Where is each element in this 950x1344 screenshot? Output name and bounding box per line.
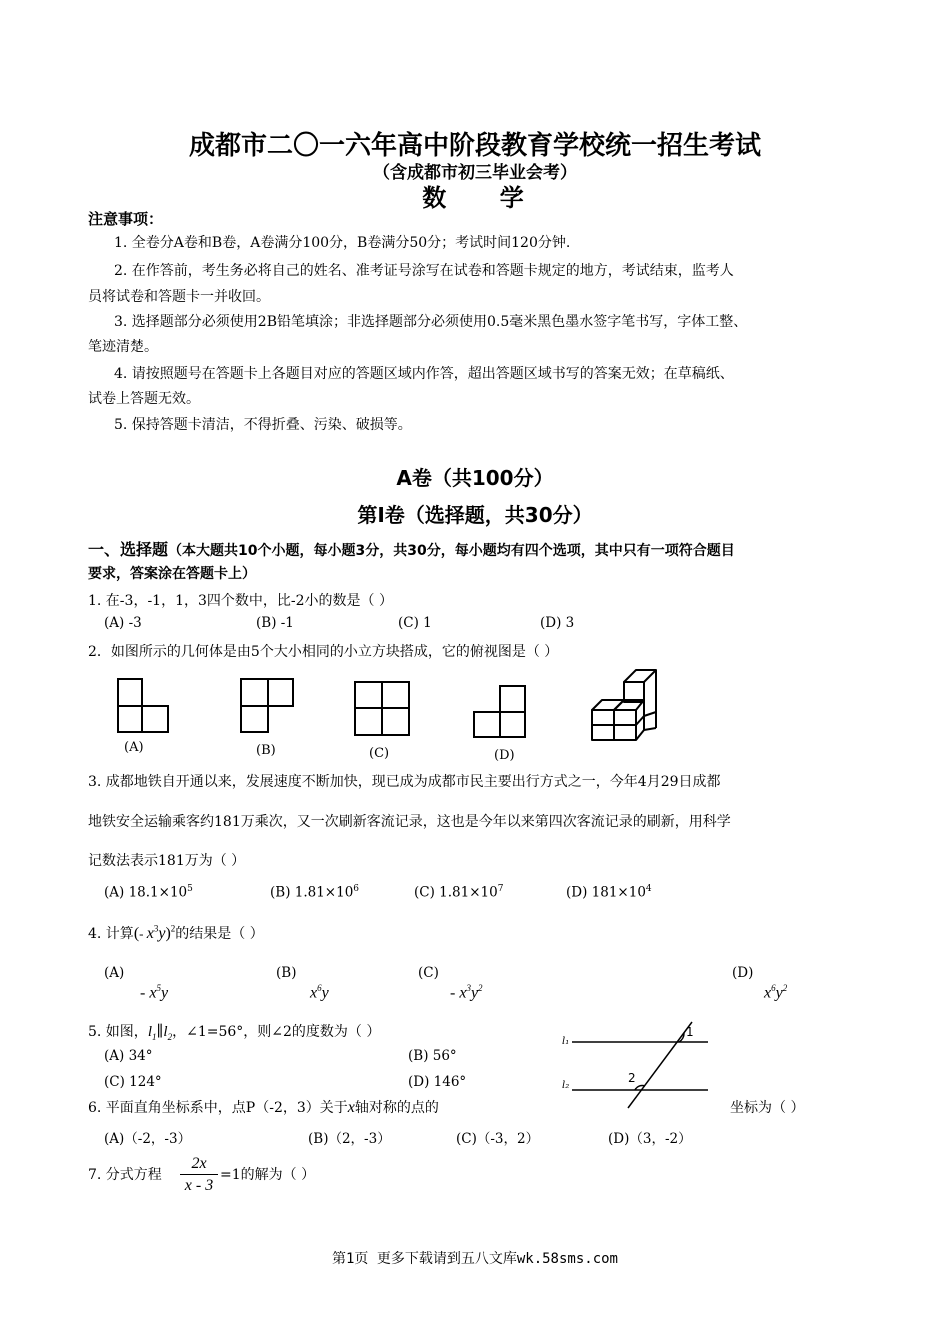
notice-item-3: 3. 选择题部分必须使用2B铅笔填涂；非选择题部分必须使用0.5毫米黑色墨水签字笔书写，字体工整、 [114,314,748,330]
q5-stem: 5. 如图，$l_1\parallel l_2$，∠1=56°，则∠2的度数为（ ） [88,1024,381,1042]
q6-stem-tail: 坐标为（ ） [730,1100,805,1116]
q5-parallel-lines-figure [558,1016,718,1112]
q7-stem-pre: 7. 分式方程 [88,1167,162,1183]
choice-heading-bold: 一、选择题 [88,540,169,559]
q1-option-d: (D) 3 [540,615,575,631]
notice-item-4-cont: 试卷上答题无效。 [88,391,200,407]
exam-subtitle: （含成都市初三毕业会考） [373,163,577,183]
q4-option-b-label: (B) [276,965,297,981]
q4-stem: 4. 计算(- $x^3y)^2$的结果是（ ） [88,923,264,942]
q2-figure-c [350,679,414,739]
choice-heading [88,537,735,560]
q3-option-d: (D) $181\times 10^4$ [566,884,652,901]
q5-option-c: (C) 124° [104,1074,162,1090]
q2-label-a: (A) [124,740,144,755]
q5-parallel-expr: $l_1\parallel l_2$ [147,1024,173,1042]
q2-label-b: (B) [256,743,276,758]
page-footer: 第1页 更多下载请到五八文库wk.58sms.com [331,1251,618,1267]
q3-line-2: 地铁安全运输乘客约181万乘次，又一次刷新客流记录，这也是今年以来第四次客流记录的刷新，用科学 [88,814,731,830]
q6-stem: 6. 平面直角坐标系中，点P（-2，3）关于x轴对称的点的 [88,1099,439,1116]
section-a-title: A卷（共100分） [396,466,554,490]
q2-solid-figure [586,660,662,744]
q5-l1-label: l₁ [562,1036,570,1047]
q3-line-3: 记数法表示181万为（ ） [88,853,246,869]
exam-title: 成都市二〇一六年高中阶段教育学校统一招生考试 [188,131,761,161]
part1-title: 第Ⅰ卷（选择题，共30分） [357,503,593,527]
q1-option-c: (C) 1 [398,615,432,631]
q2-figure-d [470,683,530,741]
notice-item-1: 1. 全卷分A卷和B卷，A卷满分100分，B卷满分50分；考试时间120分钟. [114,235,571,251]
notice-item-2: 2. 在作答前，考生务必将自己的姓名、准考证号涂写在试卷和答题卡规定的地方，考试结束，监考人 [114,263,734,279]
q6-option-c: (C)（-3，2） [456,1131,540,1147]
q4-option-a-label: (A) [104,965,125,981]
q5-angle-2-label: 2 [628,1071,636,1085]
q7-stem-post: =1的解为（ ） [220,1167,316,1183]
q2-stem: 2．如图所示的几何体是由5个大小相同的小立方块搭成，它的俯视图是（ ） [88,644,559,660]
q7-denominator: x - 3 [184,1177,214,1194]
q5-option-d: (D) 146° [408,1074,467,1090]
q4-option-b-expr: $x^6y$ [310,983,329,1002]
notice-item-2-cont: 员将试卷和答题卡一并收回。 [88,289,270,305]
notice-item-4: 4. 请按照题号在答题卡上各题目对应的答题区域内作答，超出答题区域书写的答案无效；在草稿纸、 [114,366,734,382]
q4-option-a-expr: - $x^5y$ [140,983,169,1002]
q3-line-1: 3. 成都地铁自开通以来，发展速度不断加快，现已成为成都市民主要出行方式之一，今年4月29日成都 [88,774,721,790]
choice-heading-line2: 要求，答案涂在答题卡上） [88,566,256,582]
q6-option-d: (D)（3，-2） [608,1131,692,1147]
q2-figure-a [112,676,172,736]
q3-option-c: (C) $1.81\times 10^7$ [414,884,504,901]
q5-option-a: (A) 34° [104,1048,153,1064]
q1-option-b: (B) -1 [256,615,294,631]
q4-expression: (- $x^3y)^2$ [133,923,176,942]
choice-heading-rest: （本大题共10个小题，每小题3分，共30分，每小题均有四个选项，其中只有一项符合题目 [168,543,735,559]
notice-heading: 注意事项： [88,210,164,228]
q4-option-c-expr: - $x^3y^2$ [450,983,483,1002]
q4-option-d-label: (D) [732,965,754,981]
q3-option-a: (A) $18.1\times 10^5$ [104,884,193,901]
q4-option-c-label: (C) [418,965,439,981]
q1-stem: 1. 在-3，-1，1，3四个数中，比-2小的数是（ ） [88,593,393,609]
q2-figure-b [236,676,298,736]
q5-angle-1-label: 1 [686,1025,694,1039]
notice-item-5: 5. 保持答题卡清洁，不得折叠、污染、破损等。 [114,417,412,433]
q3-option-b: (B) $1.81\times 10^6$ [270,884,360,901]
q6-option-b: (B)（2，-3） [308,1131,391,1147]
q6-option-a: (A)（-2，-3） [104,1131,192,1147]
q1-option-a: (A) -3 [104,615,142,631]
q5-l2-label: l₂ [562,1080,570,1091]
q7-fraction [180,1154,218,1197]
notice-item-3-cont: 笔迹清楚。 [88,339,158,355]
q2-label-c: (C) [369,746,390,761]
q4-option-d-expr: $x^6y^2$ [764,983,788,1002]
q5-option-b: (B) 56° [408,1048,457,1064]
q2-label-d: (D) [494,748,515,763]
subject-title: 数 学 [422,184,528,212]
q7-numerator: 2x [180,1154,218,1175]
